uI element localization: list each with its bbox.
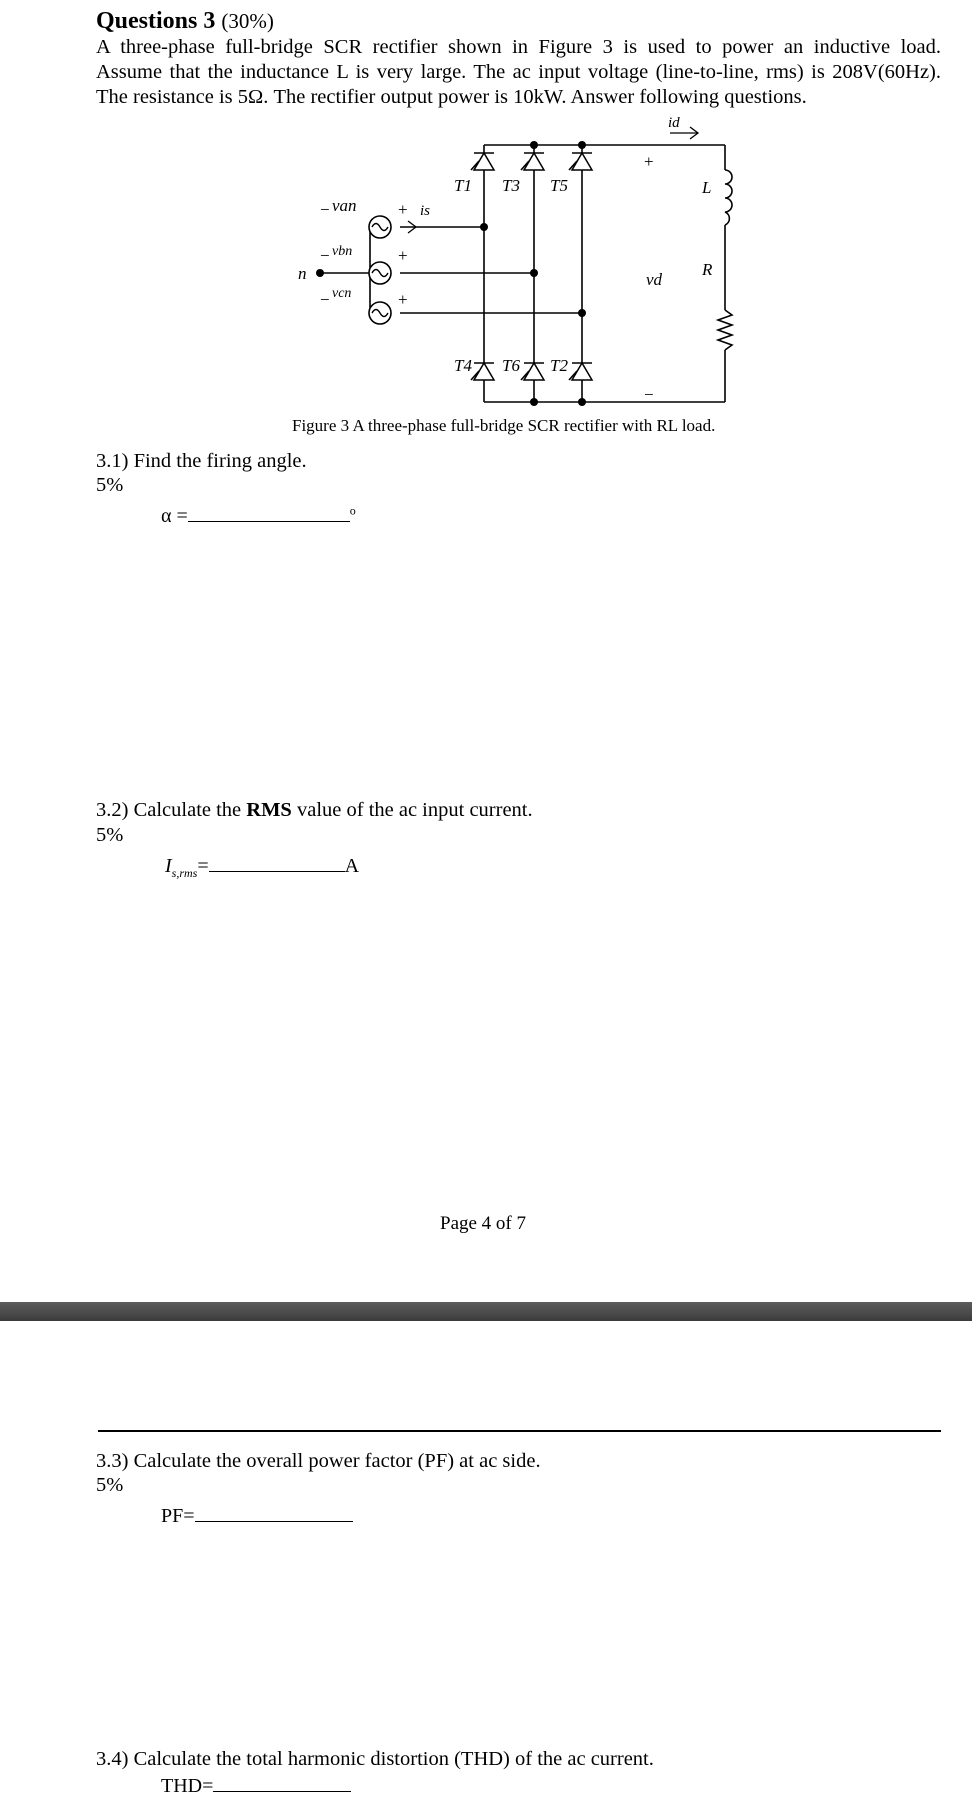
- label-T1: T1: [454, 176, 472, 195]
- page-separator: [0, 1302, 972, 1321]
- label-L: L: [702, 178, 712, 197]
- rectifier-circuit-figure: [280, 115, 760, 415]
- part-3-1-weight: 5%: [96, 474, 124, 496]
- pf-label: PF=: [161, 1505, 195, 1527]
- irms-label: I: [165, 855, 172, 877]
- label-T5: T5: [550, 176, 568, 195]
- part-3-1-label: 3.1) Find the firing angle.: [96, 450, 307, 472]
- part-3-3-weight: 5%: [96, 1474, 124, 1496]
- part-3-2-label-bold: RMS: [246, 799, 292, 821]
- part-3-3-label: 3.3) Calculate the overall power factor (PF) at ac side.: [96, 1450, 541, 1472]
- sign-plus-vd: +: [644, 152, 654, 171]
- thd-label: THD=: [161, 1775, 214, 1797]
- sign-minus: −: [320, 246, 330, 265]
- degree-unit: o: [349, 503, 356, 518]
- part-3-2-weight: 5%: [96, 824, 124, 846]
- sign-minus: −: [320, 200, 330, 219]
- intro-line: A three-phase full-bridge SCR rectifier shown in Figure 3 is used to power an inductive load.: [96, 36, 941, 58]
- intro-line: Assume that the inductance L is very large. The ac input voltage (line-to-line, rms) is 208V(60Hz).: [96, 61, 941, 83]
- label-R: R: [702, 260, 713, 279]
- part-3-2-label: [96, 799, 533, 822]
- irms-equals: =: [197, 855, 209, 877]
- alpha-answer-blank[interactable]: [188, 503, 350, 522]
- page-number: Page 4 of 7: [440, 1213, 527, 1234]
- irms-answer-blank[interactable]: [209, 853, 345, 872]
- part-3-4-label: 3.4) Calculate the total harmonic distortion (THD) of the ac current.: [96, 1748, 654, 1770]
- part-3-3-answer: [161, 1503, 353, 1528]
- label-n: n: [298, 264, 307, 283]
- label-vbn: vbn: [332, 244, 353, 259]
- part-3-1-answer: [161, 503, 356, 528]
- part-3-2-answer: [165, 853, 359, 881]
- sign-plus: +: [398, 200, 408, 219]
- question-intro: [96, 35, 941, 110]
- label-van: van: [332, 196, 357, 215]
- label-id: id: [668, 115, 680, 131]
- figure-caption: Figure 3 A three-phase full-bridge SCR rectifier with RL load.: [292, 416, 716, 435]
- question-title-text: Questions 3: [96, 8, 216, 34]
- header-rule: [98, 1430, 941, 1432]
- irms-subscript: s,rms: [171, 866, 198, 880]
- question-weight: (30%): [221, 9, 274, 33]
- amp-unit: A: [344, 855, 360, 877]
- label-vd: vd: [646, 270, 663, 289]
- label-T4: T4: [454, 356, 472, 375]
- label-vcn: vcn: [332, 286, 352, 301]
- part-3-2-label-pre: 3.2) Calculate the: [96, 799, 247, 821]
- question-title: [96, 8, 274, 35]
- label-T3: T3: [502, 176, 520, 195]
- intro-line: The resistance is 5Ω. The rectifier output power is 10kW. Answer following questions.: [96, 86, 807, 108]
- part-3-2-label-post: value of the ac input current.: [291, 799, 533, 821]
- thd-answer-blank[interactable]: [213, 1773, 351, 1792]
- part-3-4-answer: [161, 1773, 351, 1798]
- alpha-label: α =: [161, 505, 188, 527]
- sign-minus-vd: −: [644, 385, 654, 404]
- sign-plus: +: [398, 290, 408, 309]
- label-T6: T6: [502, 356, 520, 375]
- label-is: is: [420, 203, 431, 219]
- label-T2: T2: [550, 356, 568, 375]
- sign-plus: +: [398, 246, 408, 265]
- sign-minus: −: [320, 290, 330, 309]
- pf-answer-blank[interactable]: [195, 1503, 353, 1522]
